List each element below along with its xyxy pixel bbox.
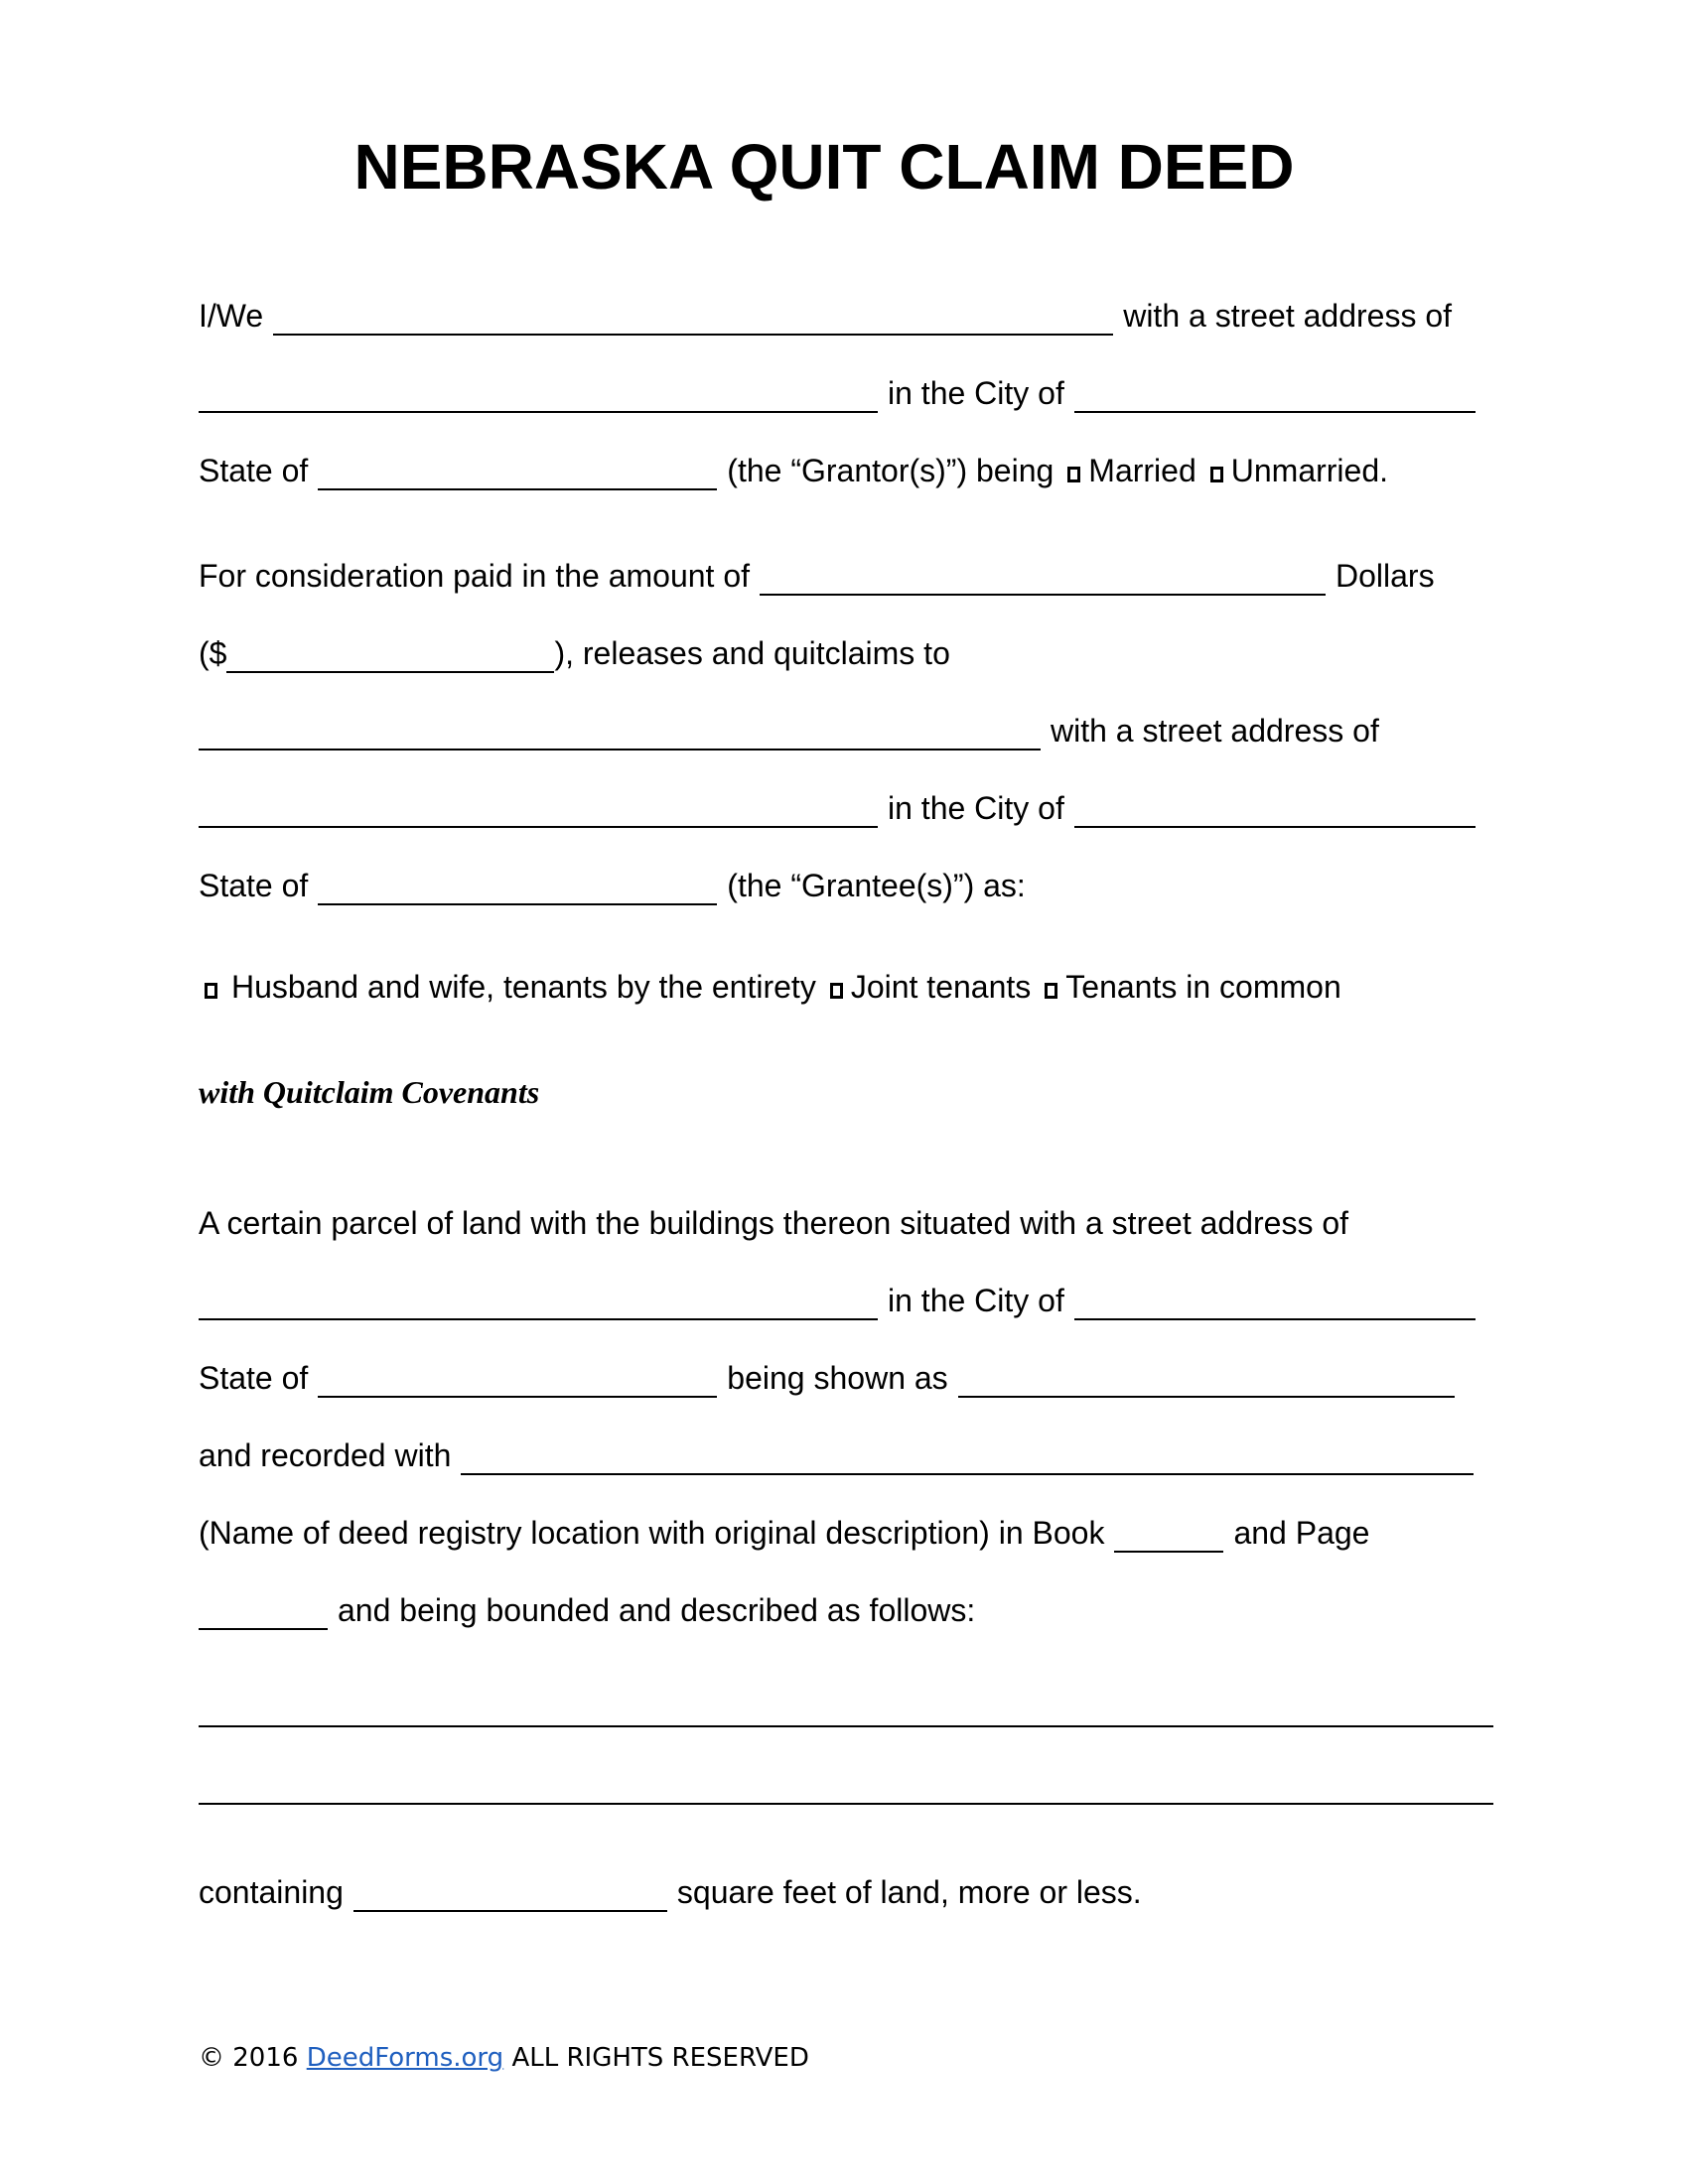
parcel-shown-label: being shown as (727, 1360, 948, 1396)
square-feet-label: square feet of land, more or less. (676, 1874, 1142, 1910)
consideration-line (199, 556, 1435, 596)
description-line-2[interactable] (199, 1803, 1493, 1805)
grantor-line-1 (199, 296, 1452, 336)
grantor-city-label: in the City of (888, 375, 1064, 411)
married-label: Married (1088, 453, 1196, 488)
grantee-city-label: in the City of (888, 790, 1064, 826)
grantee-line-2 (199, 788, 1476, 828)
parcel-line-2 (199, 1281, 1476, 1320)
grantor-role-label: (the “Grantor(s)”) being (727, 453, 1055, 488)
parcel-city-field[interactable] (1074, 1289, 1476, 1320)
covenants-heading: with Quitclaim Covenants (199, 1074, 540, 1110)
parcel-recorded-label: and recorded with (199, 1437, 452, 1473)
grantee-city-field[interactable] (1074, 796, 1476, 828)
square-feet-field[interactable] (353, 1880, 667, 1912)
consideration-amount-field[interactable] (226, 641, 554, 673)
tenancy-options (199, 967, 1341, 1007)
footer (199, 2041, 809, 2075)
grantee-street-label: with a street address of (1051, 713, 1379, 749)
parcel-bounded-label: and being bounded and described as follows: (338, 1592, 976, 1628)
parcel-line-3 (199, 1358, 1455, 1398)
grantor-street-label: with a street address of (1123, 298, 1453, 334)
containing-line (199, 1872, 1142, 1912)
tenancy-common-label: Tenants in common (1065, 969, 1341, 1005)
grantee-role-label: (the “Grantee(s)”) as: (727, 868, 1026, 903)
consideration-words-field[interactable] (760, 564, 1326, 596)
dollar-prefix: ($ (199, 635, 227, 671)
parcel-registry-label: (Name of deed registry location with original description) in Book (199, 1515, 1105, 1551)
parcel-intro-line (199, 1203, 1348, 1243)
consideration-label: For consideration paid in the amount of (199, 558, 750, 594)
grantor-street-field[interactable] (199, 381, 878, 413)
grantor-name-field[interactable] (273, 304, 1113, 336)
grantee-state-label: State of (199, 868, 309, 903)
grantee-name-field[interactable] (199, 719, 1041, 751)
grantor-city-field[interactable] (1074, 381, 1476, 413)
parcel-line-5 (199, 1513, 1369, 1553)
footer-rights: ALL RIGHTS RESERVED (511, 2043, 809, 2073)
unmarried-label: Unmarried. (1230, 453, 1389, 488)
grantor-line-3 (199, 451, 1388, 490)
tenancy-entirety-checkbox[interactable] (205, 983, 217, 999)
description-line-1[interactable] (199, 1725, 1493, 1727)
grantor-line-2 (199, 373, 1476, 413)
dollars-label: Dollars (1336, 558, 1435, 594)
consideration-amount-line (199, 633, 950, 673)
parcel-line-4 (199, 1435, 1474, 1475)
book-field[interactable] (1114, 1521, 1223, 1553)
married-checkbox[interactable] (1067, 467, 1080, 482)
footer-link[interactable]: DeedForms.org (306, 2043, 504, 2073)
parcel-intro: A certain parcel of land with the buildings thereon situated with a street address of (199, 1205, 1349, 1241)
containing-label: containing (199, 1874, 344, 1910)
parcel-state-field[interactable] (318, 1366, 717, 1398)
page-field[interactable] (199, 1598, 328, 1630)
parcel-city-label: in the City of (888, 1283, 1064, 1318)
page-label: and Page (1233, 1515, 1370, 1551)
unmarried-checkbox[interactable] (1210, 467, 1223, 482)
grantee-state-field[interactable] (318, 874, 717, 905)
grantor-state-field[interactable] (318, 459, 717, 490)
tenancy-common-checkbox[interactable] (1045, 983, 1057, 999)
document-title: NEBRASKA QUIT CLAIM DEED (353, 131, 1295, 203)
tenancy-joint-checkbox[interactable] (830, 983, 843, 999)
tenancy-entirety-label: Husband and wife, tenants by the entirety (231, 969, 816, 1005)
grantor-state-label: State of (199, 453, 309, 488)
parcel-state-label: State of (199, 1360, 309, 1396)
footer-copyright: © 2016 (199, 2043, 299, 2073)
grantee-street-field[interactable] (199, 796, 878, 828)
tenancy-joint-label: Joint tenants (850, 969, 1032, 1005)
parcel-line-6 (199, 1590, 975, 1630)
grantor-prefix: I/We (199, 298, 264, 334)
grantee-line-1 (199, 711, 1379, 751)
parcel-street-field[interactable] (199, 1289, 878, 1320)
parcel-registry-field[interactable] (461, 1443, 1474, 1475)
grantee-line-3 (199, 866, 1026, 905)
release-label: ), releases and quitclaims to (554, 635, 950, 671)
parcel-shown-field[interactable] (958, 1366, 1455, 1398)
